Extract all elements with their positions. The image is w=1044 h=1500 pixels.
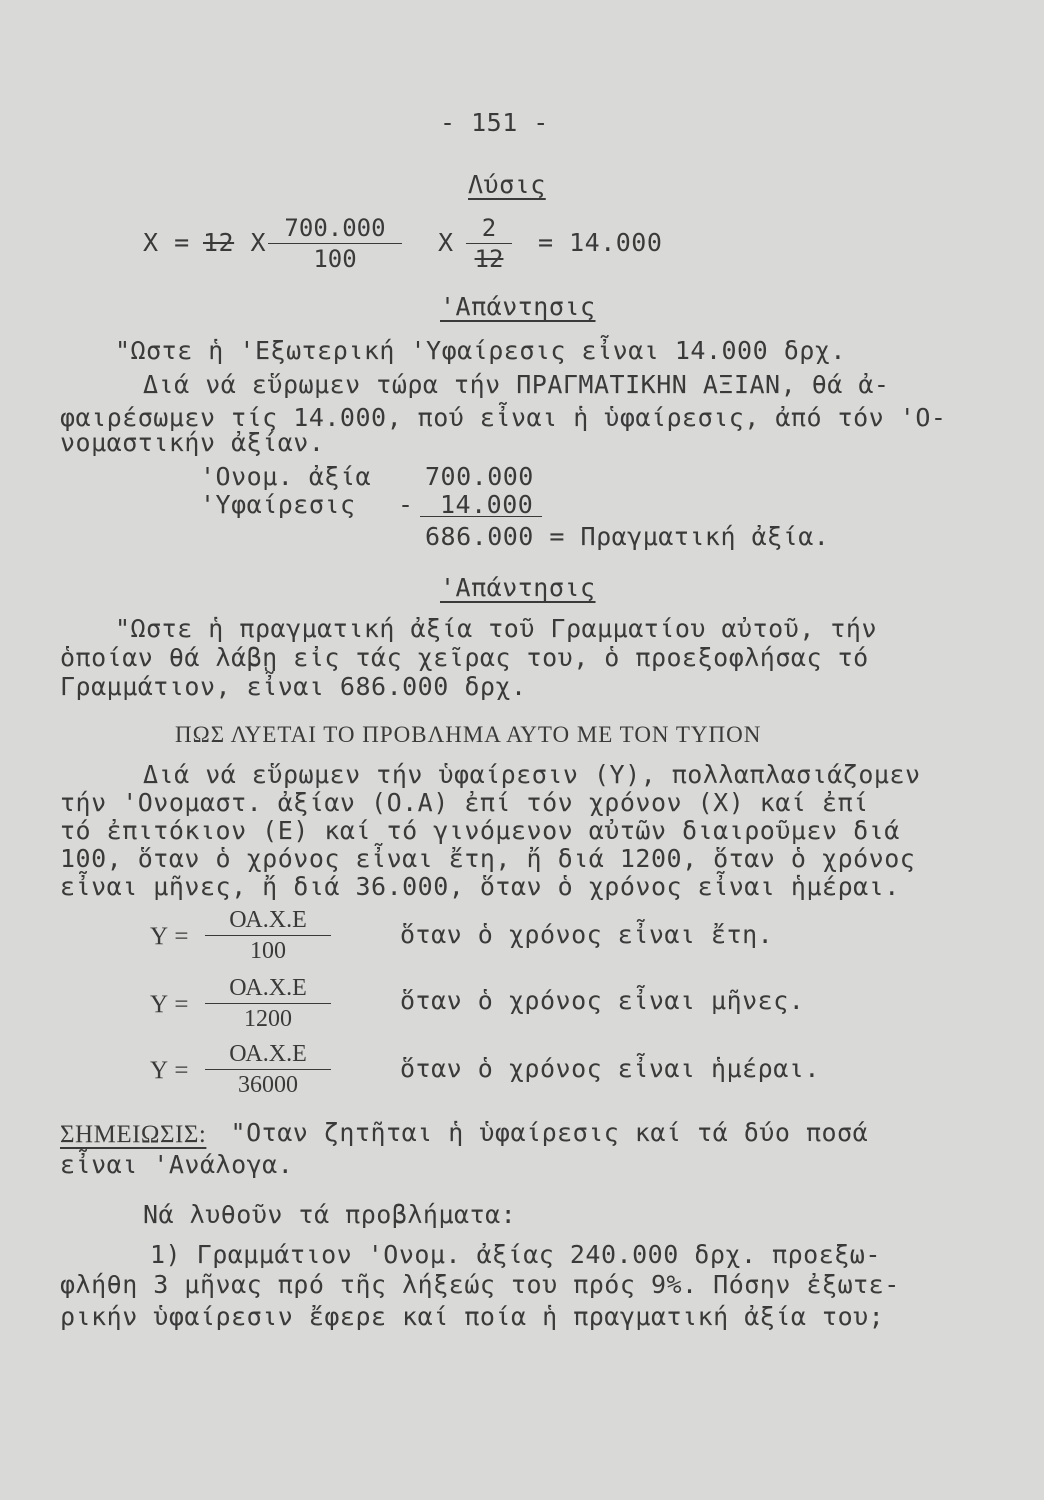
- fraction-1-denominator: 100: [313, 245, 357, 273]
- paragraph-4-line: 100, ὅταν ὁ χρόνος εἶναι ἔτη, ἤ διά 1200, ὅταν ὁ χρόνος: [60, 844, 916, 873]
- calc-nominal-label: 'Ονομ. ἀξία: [200, 462, 372, 491]
- formula-bar: [205, 935, 331, 936]
- formula-fraction: [205, 974, 331, 1033]
- calc-discount-label: 'Υφαίρεσις: [200, 490, 356, 519]
- problem-1-line: ρικήν ὑφαίρεσιν ἔφερε καί ποία ἡ πραγματική ἀξία του;: [60, 1302, 885, 1331]
- paragraph-4-line: τήν 'Ονομαστ. ἀξίαν (Ο.Α) ἐπί τόν χρόνον (Χ) καί ἐπί: [60, 788, 869, 817]
- formula-denominator: 1200: [244, 1006, 292, 1032]
- answer-heading-1: 'Απάντησις: [440, 292, 596, 321]
- formula-lhs: Υ =: [150, 923, 189, 950]
- formula-struck-factor: 12: [203, 228, 235, 257]
- problems-intro: Νά λυθοῦν τά προβλήματα:: [143, 1200, 517, 1229]
- calc-discount-value: 14.000: [440, 490, 534, 519]
- solution-heading: Λύσις: [468, 170, 546, 199]
- paragraph-4-line: εἶναι μῆνες, ἤ διά 36.000, ὅταν ὁ χρόνος εἶναι ἡμέραι.: [60, 872, 900, 901]
- answer-heading-2: 'Απάντησις: [440, 573, 596, 602]
- paragraph-4-line: τό ἐπιτόκιον (Ε) καί τό γινόμενον αὐτῶν διαιροῦμεν διά: [60, 816, 900, 845]
- notes-label: ΣΗΜΕΙΩΣΙΣ:: [60, 1121, 207, 1148]
- calc-nominal-value: 700.000: [425, 462, 534, 491]
- formula-numerator: ΟΑ.Χ.Ε: [229, 975, 307, 1001]
- formula-note: ὅταν ὁ χρόνος εἶναι ἔτη.: [400, 920, 774, 949]
- fraction-2-numerator: 2: [481, 214, 497, 242]
- formula-lhs: Υ =: [150, 1057, 189, 1084]
- paragraph-3-line: Γραμμάτιον, εἶναι 686.000 δρχ.: [60, 672, 527, 701]
- formula-fraction-2: [466, 214, 512, 273]
- fraction-2-denominator: 12: [474, 245, 504, 273]
- problem-1-line: 1) Γραμμάτιον 'Ονομ. ἀξίας 240.000 δρχ. προεξω-: [150, 1240, 881, 1269]
- paragraph-3-line: "Ωστε ἡ πραγματική ἀξία τοῦ Γραμματίου αὐτοῦ, τήν: [115, 614, 878, 643]
- formula-note: ὅταν ὁ χρόνος εἶναι μῆνες.: [400, 986, 805, 1015]
- formula-times-2: X: [438, 228, 470, 257]
- formula-fraction-1: [268, 214, 402, 273]
- paragraph-4-line: Διά νά εὕρωμεν τήν ὑφαίρεσιν (Υ), πολλαπλασιάζομεν: [143, 760, 921, 789]
- paragraph-2-line: νομαστικήν ἀξίαν.: [60, 428, 325, 457]
- paragraph-2-line: Διά νά εὕρωμεν τώρα τήν ΠΡΑΓΜΑΤΙΚΗΝ ΑΞΙΑΝ, θά ἀ-: [143, 370, 890, 399]
- formula-denominator: 36000: [238, 1072, 298, 1098]
- notes-text: "Οταν ζητῆται ἡ ὑφαίρεσις καί τά δύο ποσά: [215, 1118, 869, 1147]
- formula-denominator: 100: [250, 938, 286, 964]
- formula-numerator: ΟΑ.Χ.Ε: [229, 1041, 307, 1067]
- formula-note: ὅταν ὁ χρόνος εἶναι ἡμέραι.: [400, 1054, 820, 1083]
- formula-bar: [205, 1003, 331, 1004]
- notes-text: εἶναι 'Ανάλογα.: [60, 1150, 294, 1179]
- paragraph-3-line: ὁποίαν θά λάβῃ εἰς τάς χεῖρας του, ὁ προεξοφλήσας τό: [60, 643, 869, 672]
- formula-lhs: X =: [143, 228, 206, 257]
- fraction-2-bar: [466, 243, 512, 244]
- method-heading: ΠΩΣ ΛΥΕΤΑΙ ΤΟ ΠΡΟΒΛΗΜΑ ΑΥΤΟ ΜΕ ΤΟΝ ΤΥΠΟΝ: [175, 722, 762, 747]
- page-number: - 151 -: [440, 108, 549, 137]
- calc-result: 686.000 = Πραγματική ἀξία.: [425, 522, 830, 551]
- formula-fraction: [205, 1040, 331, 1099]
- formula-numerator: ΟΑ.Χ.Ε: [229, 907, 307, 933]
- fraction-1-bar: [268, 243, 402, 244]
- paragraph-2-line: φαιρέσωμεν τίς 14.000, πού εἶναι ἡ ὑφαίρεσις, ἀπό τόν 'Ο-: [60, 403, 947, 432]
- formula-bar: [205, 1069, 331, 1070]
- calc-underline: [420, 516, 542, 517]
- formula-result: = 14.000: [538, 228, 663, 257]
- formula-fraction: [205, 906, 331, 965]
- formula-times-1: X: [235, 228, 282, 257]
- calc-minus-sign: -: [398, 490, 414, 519]
- formula-lhs: Υ =: [150, 991, 189, 1018]
- fraction-1-numerator: 700.000: [284, 214, 386, 242]
- problem-1-line: φλήθη 3 μῆνας πρό τῆς λήξεώς του πρός 9%. Πόσην ἐξωτε-: [60, 1270, 900, 1299]
- paragraph-1: "Ωστε ἡ 'Εξωτερική 'Υφαίρεσις εἶναι 14.000 δρχ.: [115, 336, 846, 365]
